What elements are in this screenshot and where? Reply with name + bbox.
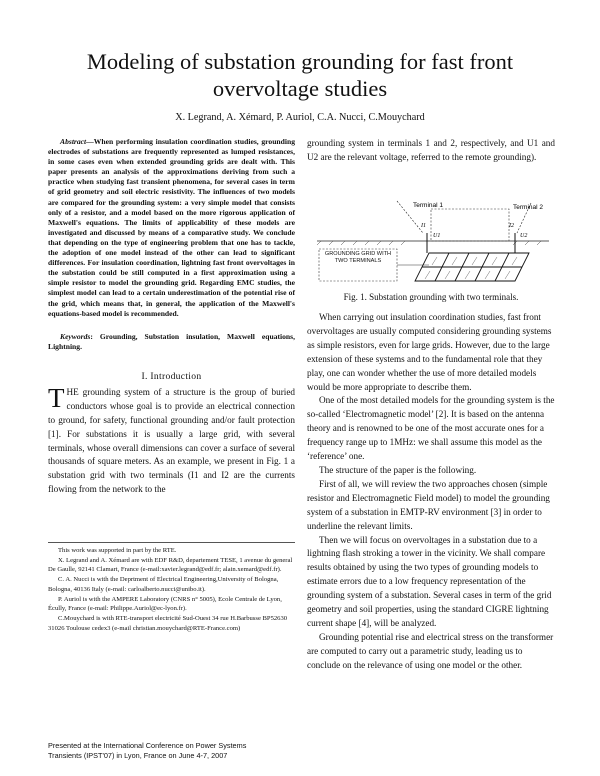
substation-outline	[431, 209, 509, 241]
footnote: C.Mouychard is with RTE-transport electricité Sud-Ouest 34 rue H.Barbusse BP52630 31026 Toulouse cedex3 (e-mail christian.mouychard@RTE-France.com)	[48, 614, 288, 632]
conference-note	[48, 741, 308, 761]
paper-title	[40, 48, 560, 102]
footnote: This work was supported in part by the RTE.	[58, 547, 177, 554]
intro-paragraph	[48, 382, 295, 497]
drop-cap: T	[48, 382, 65, 413]
right-column-top	[307, 137, 555, 165]
abstract	[48, 137, 295, 319]
footnote: P. Auriol is with the AMPERE Laboratory (CNRS n° 5005), Ecole Centrale de Lyon, Écully, France (e-mail: Philippe.Auriol@ec-lyon.fr).	[48, 595, 282, 613]
terminal-1-label: Terminal 1	[413, 202, 443, 209]
grid-label-holder	[321, 251, 395, 281]
grid-label: GROUNDING GRID WITH TWO TERMINALS	[324, 251, 392, 264]
paragraph: First of all, we will review the two approaches chosen (simple resistor and Electromagnetic Field model) to model the grounding system of a substation in EMTP-RV environment [3] in order to underline the relevant limits.	[307, 478, 550, 531]
paragraph: The structure of the paper is the following.	[319, 464, 477, 475]
figure-substation-grounding	[317, 195, 549, 287]
paragraph: Then we will focus on overvoltages in a substation due to a lightning flash stroking a tower in the vicinity. We shall compare results obtained by using the two types of grounding models to estimate errors due to a low frequency representation of the grounding system of a substation. Several cases in term of the grid geometry and soil properties, using the standard CIGRE lightning current shape [4], will be analyzed.	[307, 534, 552, 628]
footnote: X. Legrand and A. Xémard are with EDF R&D, departement TESE, 1 avenue du general De Gaulle, 92141 Clamart, France (e-mail:xavier.legrand@edf.fr; alain.xemard@edf.fr).	[48, 556, 293, 574]
ground-hatching	[317, 241, 541, 245]
terminal-2-label: Terminal 2	[513, 204, 543, 211]
current-i1-label: I1	[421, 223, 426, 229]
keywords-label: Keywords	[60, 331, 91, 341]
footnote: C. A. Nucci is with the Deprtment of Electrical Engineering,University of Bologna, Bologna, 40136 Italy (e-mail: carloalberto.nucci@unibo.it).	[48, 576, 279, 593]
paragraph: One of the most detailed models for the grounding system is the so-called ‘Electromagnetic model’ [2]. It is based on the antenna theory and is renowned to be one of the most accurate ones for a frequency range up to 1MHz: we shall assume this model as the ‘reference’ one.	[307, 395, 555, 462]
conference-note-line-2: Transients (IPST'07) in Lyon, France on June 4-7, 2007	[48, 751, 228, 760]
voltage-u1-label: U1	[433, 233, 441, 239]
keywords-text: : Grounding, Substation insulation, Maxwell equations, Lightning.	[48, 331, 295, 351]
left-column	[48, 137, 295, 497]
grid-hatching	[425, 257, 517, 279]
conference-note-line-1: Presented at the International Conference on Power Systems	[48, 741, 247, 750]
abstract-label: Abstract	[60, 137, 87, 146]
footnotes	[48, 542, 295, 633]
abstract-text: —When performing insulation coordination studies, grounding electrodes of substations are frequently represented as lumped resistances, in some cases even when extended grounding grids are dealt with. This paper presents an analysis of the approximations deriving from such a practice when studying fast transient phenomena, for several cases in term of grid geometry and soil electric resistivity. The influences of two models are compared for the grounding system: a very simple model that consists only of a resistor, and a model based on the more rigorous application of Maxwell's equations. The limits of applicability of these models are investigated and discussed by means of a comparative study. We conclude that depending on the type of engineering problem that one has to tackle, the adoption of one model instead of the other can lead to significant differences. For insulation coordination, lightning fast front overvoltages in the substation could be still computed in a first approximation using a simple resistor to model the grounding grid. Regarding EMC studies, the simplest model can lead to a certain underestimation of the potential rise of the grid, which means that, in general, the application of the Maxwell's equations-based model is recommended.	[48, 137, 295, 318]
figure-caption: Fig. 1. Substation grounding with two terminals.	[343, 292, 519, 302]
right-column-body	[307, 311, 555, 673]
section-heading-introduction: I. Introduction	[141, 370, 202, 382]
paragraph: When carrying out insulation coordination studies, fast front overvoltages are usually computed considering grounding systems as simple resistors, even for large grids. However, due to the large extension of these systems and to the fundamental role that they play, one can wonder whether the use of more detailed models would be more appropriate to describe them.	[307, 312, 552, 392]
keywords	[48, 332, 295, 352]
title-line-2: overvoltage studies	[212, 76, 388, 101]
author-list: X. Legrand, A. Xémard, P. Auriol, C.A. Nucci, C.Mouychard	[175, 112, 425, 123]
grounding-grid	[415, 253, 529, 281]
right-top-paragraph: grounding system in terminals 1 and 2, respectively, and U1 and U2 are the relevant voltage, referred to the remote grounding).	[307, 138, 555, 162]
voltage-u2-label: U2	[520, 233, 528, 239]
intro-text: HE grounding system of a structure is the group of buried conductors whose goal is to provide an electrical connection to ground, for safety, functional grounding and/or fault protection [1]. For substations it is usually a large grid, with several terminals, whose overall dimensions can cover a surface of several thousands of square meters. As an example, we present in Fig. 1 a substation grid with two terminals (I1 and I2 are the currents flowing from the network to the	[48, 386, 295, 495]
paragraph: Grounding potential rise and electrical stress on the transformer are computed to carry out a parametric study, leading us to conclude on the relevance of using one model or the other.	[307, 631, 554, 670]
current-i2-label: I2	[509, 223, 514, 229]
title-line-1: Modeling of substation grounding for fast front	[86, 49, 514, 74]
